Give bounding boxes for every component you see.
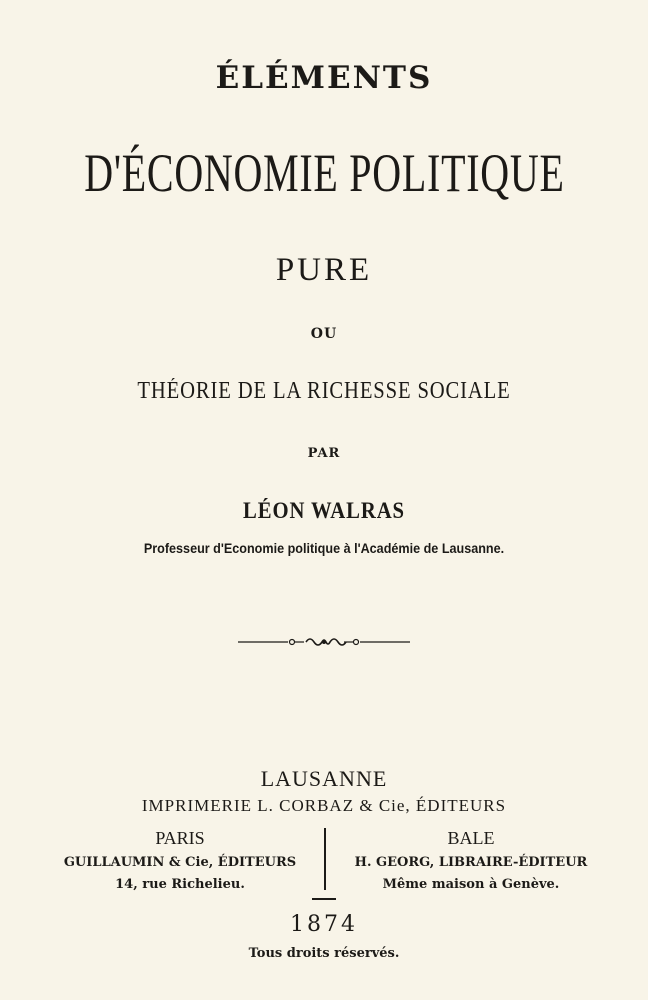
ornament-divider: [238, 632, 410, 652]
column-divider: [324, 828, 326, 890]
title-line-1: ÉLÉMENTS: [215, 60, 433, 96]
title-line-2: D'ÉCONOMIE POLITIQUE: [84, 143, 565, 203]
left-publisher: GUILLAUMIN & Cie, ÉDITEURS: [63, 855, 297, 870]
right-city: BALE: [447, 828, 495, 848]
right-address: Même maison à Genève.: [382, 877, 560, 892]
conjunction: OU: [310, 326, 338, 342]
author-title: Professeur d'Economie politique à l'Académie de Lausanne.: [143, 540, 505, 556]
right-publisher: H. GEORG, LIBRAIRE-ÉDITEUR: [354, 855, 588, 870]
publisher-city: LAUSANNE: [260, 766, 388, 791]
left-city: PARIS: [155, 828, 205, 848]
title-line-3: PURE: [275, 252, 373, 288]
author-name: LÉON WALRAS: [243, 498, 405, 523]
left-address: 14, rue Richelieu.: [115, 877, 245, 892]
rights-notice: Tous droits réservés.: [248, 946, 400, 961]
publisher-printer: IMPRIMERIE L. CORBAZ & Cie, ÉDITEURS: [141, 796, 507, 815]
year-dash: [312, 898, 336, 900]
subtitle: THÉORIE DE LA RICHESSE SOCIALE: [137, 378, 511, 404]
publication-year: 1874: [290, 912, 358, 937]
par-label: PAR: [307, 446, 341, 461]
